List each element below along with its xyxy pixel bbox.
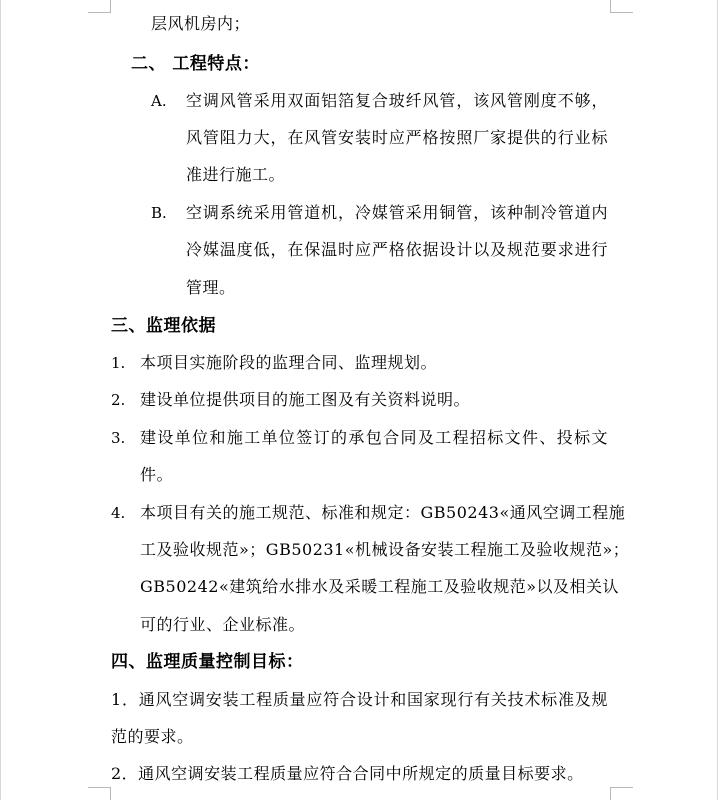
section-heading: 二、 工程特点：	[131, 54, 260, 74]
text-line: 空调系统采用管道机，冷媒管采用铜管，该种制冷管道内	[186, 203, 608, 222]
list-marker: 3.	[111, 429, 126, 447]
text-line: 管理。	[186, 278, 236, 297]
list-marker: B.	[151, 204, 167, 222]
text-line: 本项目实施阶段的监理合同、监理规划。	[140, 353, 438, 372]
text-line: 准进行施工。	[186, 165, 286, 184]
text-line: 本项目有关的施工规范、标准和规定：GB50243«通风空调工程施	[140, 503, 626, 522]
list-marker: 1.	[111, 354, 126, 372]
text-line: 建设单位提供项目的施工图及有关资料说明。	[140, 390, 471, 409]
text-line: 件。	[140, 465, 174, 484]
text-line: 建设单位和施工单位签订的承包合同及工程招标文件、投标文	[140, 428, 608, 447]
list-marker: A.	[151, 92, 167, 110]
text-line: 空调风管采用双面铝箔复合玻纤风管，该风管刚度不够，	[186, 91, 608, 110]
text-line: 风管阻力大，在风管安装时应严格按照厂家提供的行业标	[186, 128, 608, 147]
list-marker: 4.	[111, 504, 126, 522]
text-line: 冷媒温度低，在保温时应严格依据设计以及规范要求进行	[186, 240, 608, 259]
text-line: 1．通风空调安装工程质量应符合设计和国家现行有关技术标准及规	[111, 690, 608, 709]
margin-mark-bottom-left	[88, 787, 111, 800]
margin-mark-top-left	[88, 0, 111, 13]
list-marker: 2.	[111, 391, 126, 409]
section-heading: 三、监理依据	[111, 316, 216, 336]
text-line: 范的要求。	[111, 727, 194, 746]
margin-mark-top-right	[610, 0, 633, 13]
margin-mark-bottom-right	[610, 787, 633, 800]
text-line: 层风机房内；	[151, 14, 251, 33]
section-heading: 四、监理质量控制目标：	[111, 652, 304, 672]
text-line: GB50242«建筑给水排水及采暖工程施工及验收规范»以及相关认	[140, 577, 620, 596]
text-line: 2．通风空调安装工程质量应符合合同中所规定的质量目标要求。	[111, 764, 584, 783]
text-line: 工及验收规范»；GB50231«机械设备安装工程施工及验收规范»；	[140, 540, 630, 559]
text-line: 可的行业、企业标准。	[140, 615, 306, 634]
